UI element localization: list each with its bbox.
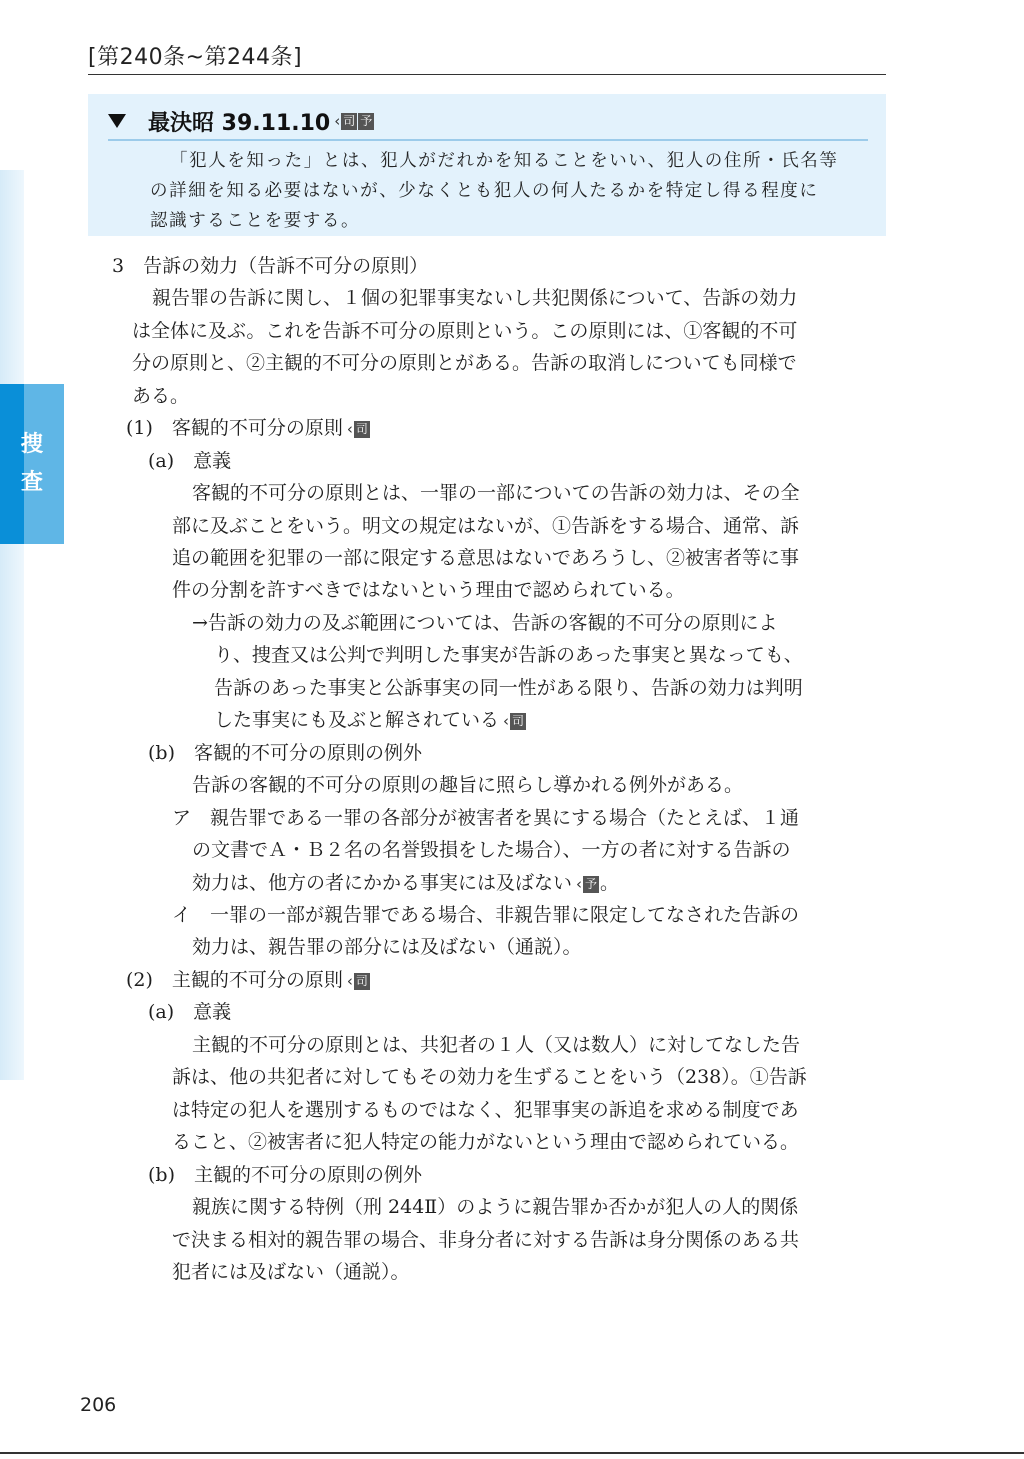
paragraph-line: 分の原則と、②主観的不可分の原則とがある。告訴の取消しについても同様で <box>132 352 797 374</box>
mark-shi-badge: 司 <box>355 973 368 988</box>
paragraph-line: 親族に関する特例（刑 244Ⅱ）のように親告罪か否かが犯人の人的関係 <box>192 1196 799 1218</box>
paragraph-line: 訴は、他の共犯者に対してもその効力を生ずることをいう（238）。①告訴 <box>172 1066 807 1088</box>
paragraph-line: 犯者には及ばない（通説）。 <box>172 1261 410 1283</box>
list-item-text: 効力は、他方の者にかかる事実には及ばない <box>192 872 573 894</box>
list-item-line: イ 一罪の一部が親告罪である場合、非親告罪に限定してなされた告訴の <box>172 904 800 926</box>
item-heading: (a) 意義 <box>148 1001 232 1023</box>
case-note-line: 認識することを要する。 <box>150 211 361 231</box>
case-reference: 最決昭 39.11.10 <box>148 110 331 136</box>
exam-mark <box>334 113 375 130</box>
paragraph-line: 件の分割を許すべきではないという理由で認められている。 <box>172 579 685 601</box>
list-item-end: 。 <box>600 872 620 894</box>
subsection-heading-text: (2) 主観的不可分の原則 <box>126 969 343 991</box>
page-number: 206 <box>80 1394 117 1416</box>
paragraph-line: ある。 <box>132 385 190 407</box>
mark-shi-badge: 司 <box>512 713 525 728</box>
paragraph-line: 追の範囲を犯罪の一部に限定する意思はないであろうし、②被害者等に事 <box>172 547 800 569</box>
chevron-left-icon: ‹ <box>346 419 353 438</box>
paragraph-line: 告訴の客観的不可分の原則の趣旨に照らし導かれる例外がある。 <box>192 774 744 796</box>
paragraph-line: で決まる相対的親告罪の場合、非身分者に対する告訴は身分関係のある共 <box>172 1229 800 1251</box>
item-heading: (a) 意義 <box>148 450 232 472</box>
subsection-heading <box>126 964 371 996</box>
chevron-left-icon: ‹ <box>576 874 583 893</box>
subsection-heading-text: (1) 客観的不可分の原則 <box>126 417 343 439</box>
paragraph-line: 部に及ぶことをいう。明文の規定はないが、①告訴をする場合、通常、訴 <box>172 515 800 537</box>
list-item-line: 効力は、親告罪の部分には及ばない（通説）。 <box>192 936 582 958</box>
exam-mark <box>503 713 527 730</box>
paragraph-line: ること、②被害者に犯人特定の能力がないという理由で認められている。 <box>172 1131 800 1153</box>
header-title: [第240条~第244条] <box>88 45 303 70</box>
side-margin-strip <box>0 170 24 1080</box>
exam-mark <box>347 973 371 990</box>
paragraph-line: は全体に及ぶ。これを告訴不可分の原則という。この原則には、①客観的不可 <box>132 320 798 342</box>
triangle-down-icon <box>108 114 126 128</box>
note-line: →告訴の効力の及ぶ範囲については、告訴の客観的不可分の原則によ <box>192 612 778 634</box>
chevron-left-icon: ‹ <box>503 711 510 730</box>
chapter-tab-char-2: 査 <box>20 470 43 495</box>
running-header <box>88 38 886 75</box>
note-line: 告訴のあった事実と公訴事実の同一性がある限り、告訴の効力は判明 <box>214 677 803 699</box>
case-note-body <box>150 146 870 236</box>
chapter-tab-highlight <box>24 384 64 544</box>
case-note-heading <box>108 106 375 136</box>
mark-yo-badge: 予 <box>585 876 598 891</box>
exam-mark <box>576 876 600 893</box>
list-item-line-with-mark <box>192 867 619 899</box>
note-line-with-mark <box>214 704 527 736</box>
chevron-left-icon: ‹ <box>334 111 341 130</box>
list-item-line: ア 親告罪である一罪の各部分が被害者を異にする場合（たとえば、１通 <box>172 807 800 829</box>
exam-mark <box>347 421 371 438</box>
item-heading: (b) 客観的不可分の原則の例外 <box>148 742 422 764</box>
case-note-line: の詳細を知る必要はないが、少なくとも犯人の何人たるかを特定し得る程度に <box>150 181 819 201</box>
paragraph-line: 主観的不可分の原則とは、共犯者の１人（又は数人）に対してなした告 <box>192 1034 801 1056</box>
paragraph-line: 親告罪の告訴に関し、１個の犯罪事実ないし共犯関係について、告訴の効力 <box>152 287 798 309</box>
section-heading: 3 告訴の効力（告訴不可分の原則） <box>112 255 429 277</box>
mark-shi-badge: 司 <box>355 421 368 436</box>
note-line-text: した事実にも及ぶと解されている <box>214 709 500 731</box>
case-note-box <box>88 94 886 236</box>
paragraph-line: は特定の犯人を選別するものではなく、犯罪事実の訴追を求める制度であ <box>172 1099 799 1121</box>
chapter-tab <box>0 384 64 544</box>
case-note-divider <box>108 139 868 141</box>
item-heading: (b) 主観的不可分の原則の例外 <box>148 1164 422 1186</box>
mark-shi-badge: 司 <box>343 113 356 128</box>
mark-yo-badge: 予 <box>360 113 373 128</box>
bottom-edge-rule <box>0 1452 1024 1454</box>
chevron-left-icon: ‹ <box>346 971 353 990</box>
list-item-line: の文書でＡ・Ｂ２名の名誉毀損をした場合）、一方の者に対する告訴の <box>192 839 791 861</box>
chapter-tab-char-1: 捜 <box>20 432 43 457</box>
paragraph-line: 客観的不可分の原則とは、一罪の一部についての告訴の効力は、その全 <box>192 482 800 504</box>
subsection-heading <box>126 412 371 444</box>
case-note-line: 「犯人を知った」とは、犯人がだれかを知ることをいい、犯人の住所・氏名等 <box>170 151 839 171</box>
note-line: り、捜査又は公判で判明した事実が告訴のあった事実と異なっても、 <box>214 644 803 666</box>
